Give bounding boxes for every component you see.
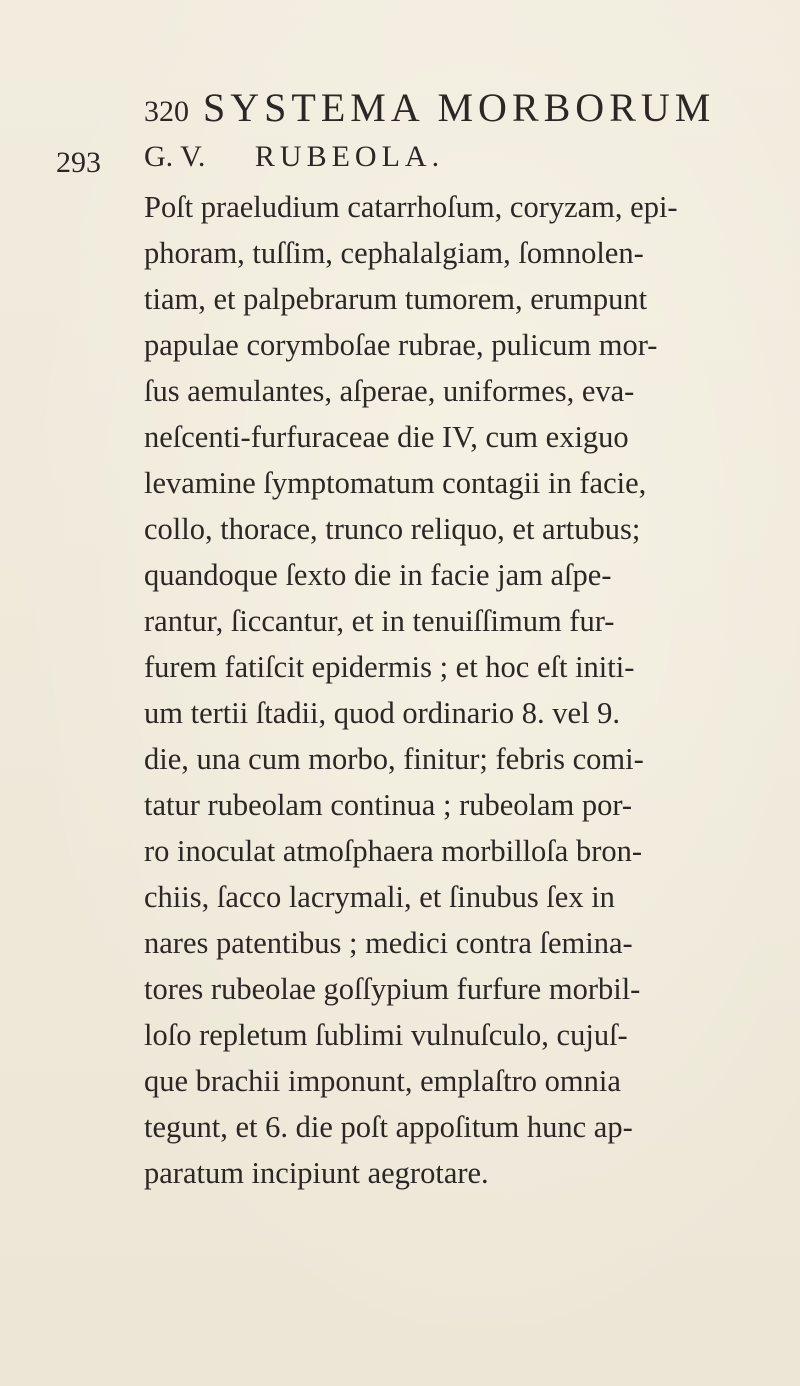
- text-line: nares patentibus ; medici contra ſemina-: [144, 926, 633, 960]
- genus-label: G. V.: [144, 140, 206, 173]
- running-title: SYSTEMA MORBORUM: [203, 85, 716, 130]
- text-line: tores rubeolae goſſypium furfure morbil-: [144, 972, 641, 1006]
- text-line: phoram, tuſſim, cephalalgiam, ſomnolen-: [144, 236, 644, 270]
- text-line: rantur, ſiccantur, et in tenuiſſimum fur-: [144, 604, 615, 638]
- text-line: paratum incipiunt aegrotare.: [144, 1156, 489, 1190]
- text-line: collo, thorace, trunco reliquo, et artubus;: [144, 512, 641, 546]
- text-line: chiis, ſacco lacrymali, et ſinubus ſex in: [144, 880, 615, 914]
- text-line: tatur rubeolam continua ; rubeolam por-: [144, 788, 633, 822]
- text-line: neſcenti-furfuraceae die IV, cum exiguo: [144, 420, 629, 454]
- text-line: tiam, et palpebrarum tumorem, erumpunt: [144, 282, 648, 316]
- text-line: loſo repletum ſublimi vulnuſculo, cujuſ-: [144, 1018, 628, 1052]
- text-line: die, una cum morbo, finitur; febris comi-: [144, 742, 644, 776]
- text-line: um tertii ſtadii, quod ordinario 8. vel 9.: [144, 696, 621, 730]
- text-line: furem fatiſcit epidermis ; et hoc eſt initi-: [144, 650, 635, 684]
- page-number: 320: [144, 95, 189, 128]
- running-head: [144, 84, 715, 131]
- body-paragraph: [144, 184, 784, 1196]
- text-line: quandoque ſexto die in facie jam aſpe-: [144, 558, 612, 592]
- disease-name: RUBEOLA.: [254, 140, 445, 173]
- section-heading: [144, 140, 444, 174]
- text-line: papulae corymboſae rubrae, pulicum mor-: [144, 328, 658, 362]
- text-line: ſus aemulantes, aſperae, uniformes, eva-: [144, 374, 635, 408]
- text-line: ro inoculat atmoſphaera morbilloſa bron-: [144, 834, 643, 868]
- section-number: 293: [56, 146, 101, 179]
- text-line: Poſt praeludium catarrhoſum, coryzam, epi-: [144, 190, 678, 224]
- text-line: tegunt, et 6. die poſt appoſitum hunc ap-: [144, 1110, 633, 1144]
- text-line: levamine ſymptomatum contagii in facie,: [144, 466, 647, 500]
- text-line: que brachii imponunt, emplaſtro omnia: [144, 1064, 621, 1098]
